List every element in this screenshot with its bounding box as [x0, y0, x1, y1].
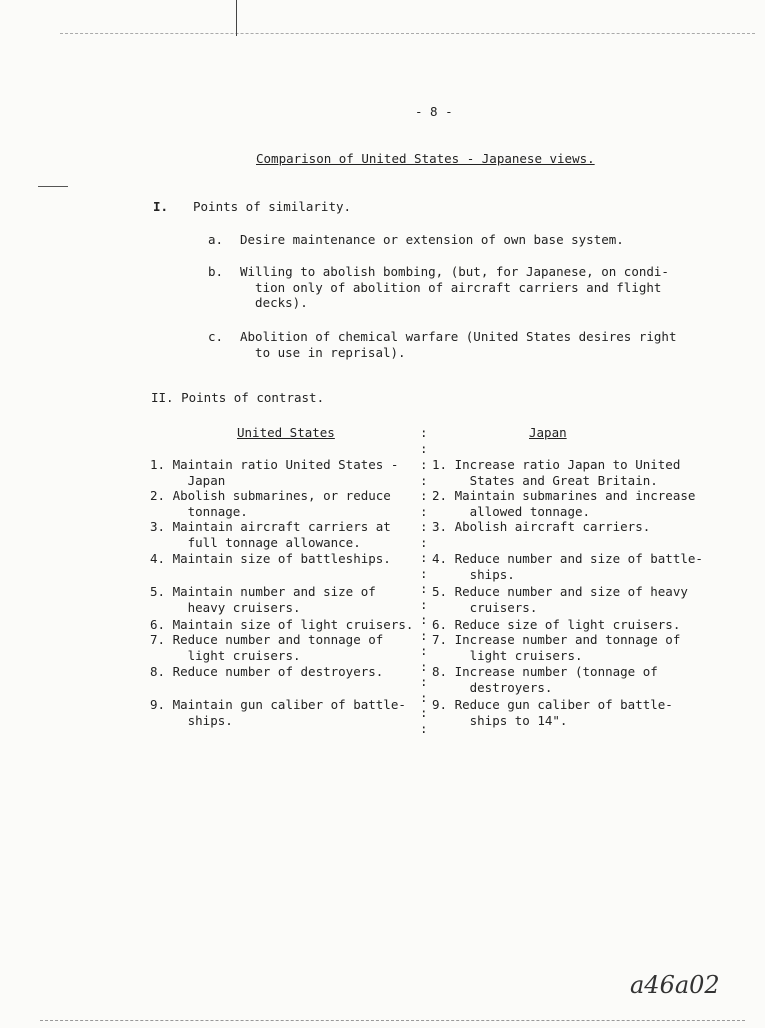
item-text: Willing to abolish bombing, (but, for Japanese, on condi- tion only of abolition of aircraft carriers and flight decks). — [240, 264, 669, 310]
us-point: 4. Maintain size of battleships. — [150, 551, 391, 566]
margin-line — [236, 0, 237, 36]
japan-point: 6. Reduce size of light cruisers. — [432, 617, 681, 632]
japan-point: 8. Increase number (tonnage of destroyers. — [432, 664, 658, 695]
japan-point: 2. Maintain submarines and increase allowed tonnage. — [432, 488, 696, 519]
item-letter: b. — [208, 264, 224, 279]
handwritten-note: a46a02 — [630, 971, 720, 999]
us-point: 9. Maintain gun caliber of battle- ships. — [150, 697, 406, 728]
japan-point: 5. Reduce number and size of heavy cruisers. — [432, 584, 688, 615]
japan-point: 3. Abolish aircraft carriers. — [432, 519, 651, 534]
us-point: 5. Maintain number and size of heavy cruisers. — [150, 584, 376, 615]
item-letter: a. — [208, 232, 224, 247]
section-1-numeral: I. — [153, 199, 169, 214]
section-2-heading: II. Points of contrast. — [151, 390, 325, 405]
japan-point: 9. Reduce gun caliber of battle- ships to 14". — [432, 697, 673, 728]
us-point: 7. Reduce number and tonnage of light cruisers. — [150, 632, 384, 663]
section-1-title: Points of similarity. — [193, 199, 352, 214]
item-text: Desire maintenance or extension of own base system. — [240, 232, 624, 247]
margin-mark — [38, 186, 68, 187]
us-point: 8. Reduce number of destroyers. — [150, 664, 384, 679]
item-text: Abolition of chemical warfare (United States desires right to use in reprisal). — [240, 329, 677, 360]
item-letter: c. — [208, 329, 224, 344]
page-edge-top — [60, 33, 755, 34]
japan-point: 7. Increase number and tonnage of light cruisers. — [432, 632, 681, 663]
document-title: Comparison of United States - Japanese views. — [256, 151, 595, 166]
us-point: 6. Maintain size of light cruisers. — [150, 617, 414, 632]
us-point: 1. Maintain ratio United States - Japan — [150, 457, 399, 488]
column-separator: : : : : : : : : : : : : : : : : : : — [420, 457, 428, 736]
page-edge-bottom — [40, 1020, 745, 1021]
us-point: 3. Maintain aircraft carriers at full tonnage allowance. — [150, 519, 391, 550]
section-1-heading — [153, 199, 351, 215]
column-header-us: United States — [237, 425, 335, 440]
us-point: 2. Abolish submarines, or reduce tonnage. — [150, 488, 391, 519]
japan-point: 1. Increase ratio Japan to United States and Great Britain. — [432, 457, 681, 488]
japan-point: 4. Reduce number and size of battle- ships. — [432, 551, 703, 582]
column-header-japan: Japan — [529, 425, 567, 440]
page-number: - 8 - — [415, 104, 453, 119]
column-separator: : : — [420, 425, 428, 456]
